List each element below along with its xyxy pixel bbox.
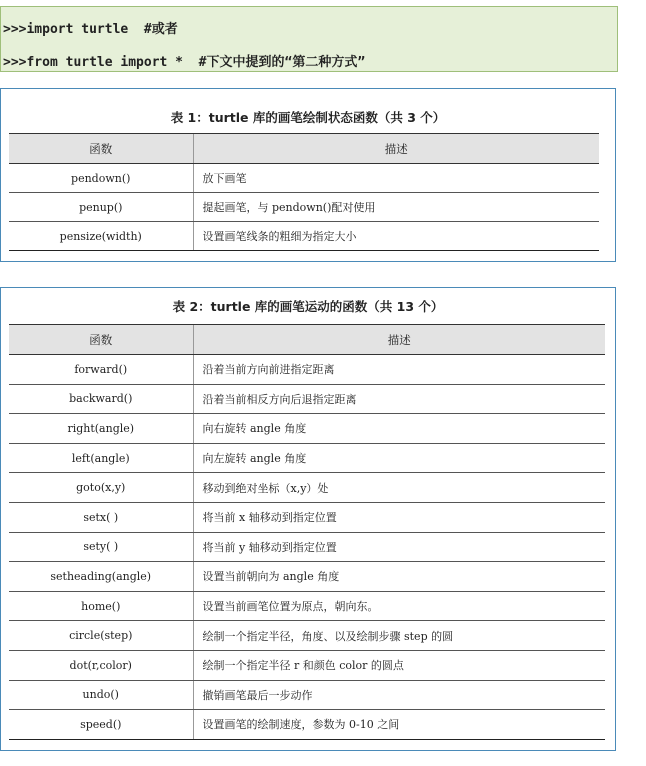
column-header-description: 描述: [193, 134, 599, 164]
description-cell: 绘制一个指定半径 r 和颜色 color 的圆点: [193, 650, 605, 680]
function-cell: left(angle): [9, 443, 193, 473]
description-cell: 向右旋转 angle 角度: [193, 414, 605, 444]
function-cell: pensize(width): [9, 222, 193, 251]
function-cell: undo(): [9, 680, 193, 710]
function-cell: circle(step): [9, 621, 193, 651]
description-cell: 向左旋转 angle 角度: [193, 443, 605, 473]
table2: [9, 324, 605, 740]
table1-caption: 表 1：turtle 库的画笔绘制状态函数（共 3 个）: [170, 110, 446, 125]
column-header-description: 描述: [193, 325, 605, 355]
description-cell: 将当前 y 轴移动到指定位置: [193, 532, 605, 562]
table-row: [9, 193, 599, 222]
table-row: [9, 562, 605, 592]
function-cell: setheading(angle): [9, 562, 193, 592]
column-header-function: 函数: [9, 325, 193, 355]
description-cell: 放下画笔: [193, 164, 599, 193]
description-cell: 设置画笔线条的粗细为指定大小: [193, 222, 599, 251]
code-line-from-import: >>>from turtle import * #下文中提到的“第二种方式”: [3, 55, 366, 70]
table-row: [9, 502, 605, 532]
table-row: [9, 222, 599, 251]
code-block: [0, 6, 618, 72]
column-header-function: 函数: [9, 134, 193, 164]
description-cell: 将当前 x 轴移动到指定位置: [193, 502, 605, 532]
description-cell: 移动到绝对坐标（x,y）处: [193, 473, 605, 503]
table-row: [9, 384, 605, 414]
description-cell: 沿着当前相反方向后退指定距离: [193, 384, 605, 414]
table2-panel: [0, 287, 616, 751]
function-cell: speed(): [9, 710, 193, 740]
table-row: [9, 164, 599, 193]
table-header-row: [9, 325, 605, 355]
function-cell: backward(): [9, 384, 193, 414]
table-row: [9, 650, 605, 680]
table2-caption: 表 2：turtle 库的画笔运动的函数（共 13 个）: [172, 299, 444, 314]
table-header-row: [9, 134, 599, 164]
function-cell: forward(): [9, 355, 193, 385]
table-row: [9, 621, 605, 651]
function-cell: dot(r,color): [9, 650, 193, 680]
table-row: [9, 443, 605, 473]
table-row: [9, 532, 605, 562]
table-row: [9, 355, 605, 385]
function-cell: goto(x,y): [9, 473, 193, 503]
description-cell: 设置当前朝向为 angle 角度: [193, 562, 605, 592]
description-cell: 设置当前画笔位置为原点，朝向东。: [193, 591, 605, 621]
function-cell: pendown(): [9, 164, 193, 193]
description-cell: 提起画笔，与 pendown()配对使用: [193, 193, 599, 222]
table-row: [9, 710, 605, 740]
table1: [9, 133, 599, 251]
function-cell: setx( ): [9, 502, 193, 532]
table-row: [9, 680, 605, 710]
description-cell: 设置画笔的绘制速度，参数为 0-10 之间: [193, 710, 605, 740]
description-cell: 沿着当前方向前进指定距离: [193, 355, 605, 385]
function-cell: home(): [9, 591, 193, 621]
description-cell: 撤销画笔最后一步动作: [193, 680, 605, 710]
table-row: [9, 473, 605, 503]
code-line-import: >>>import turtle #或者: [3, 22, 178, 37]
function-cell: penup(): [9, 193, 193, 222]
table1-panel: [0, 88, 616, 262]
description-cell: 绘制一个指定半径，角度、以及绘制步骤 step 的圆: [193, 621, 605, 651]
table-row: [9, 591, 605, 621]
function-cell: sety( ): [9, 532, 193, 562]
table-row: [9, 414, 605, 444]
function-cell: right(angle): [9, 414, 193, 444]
